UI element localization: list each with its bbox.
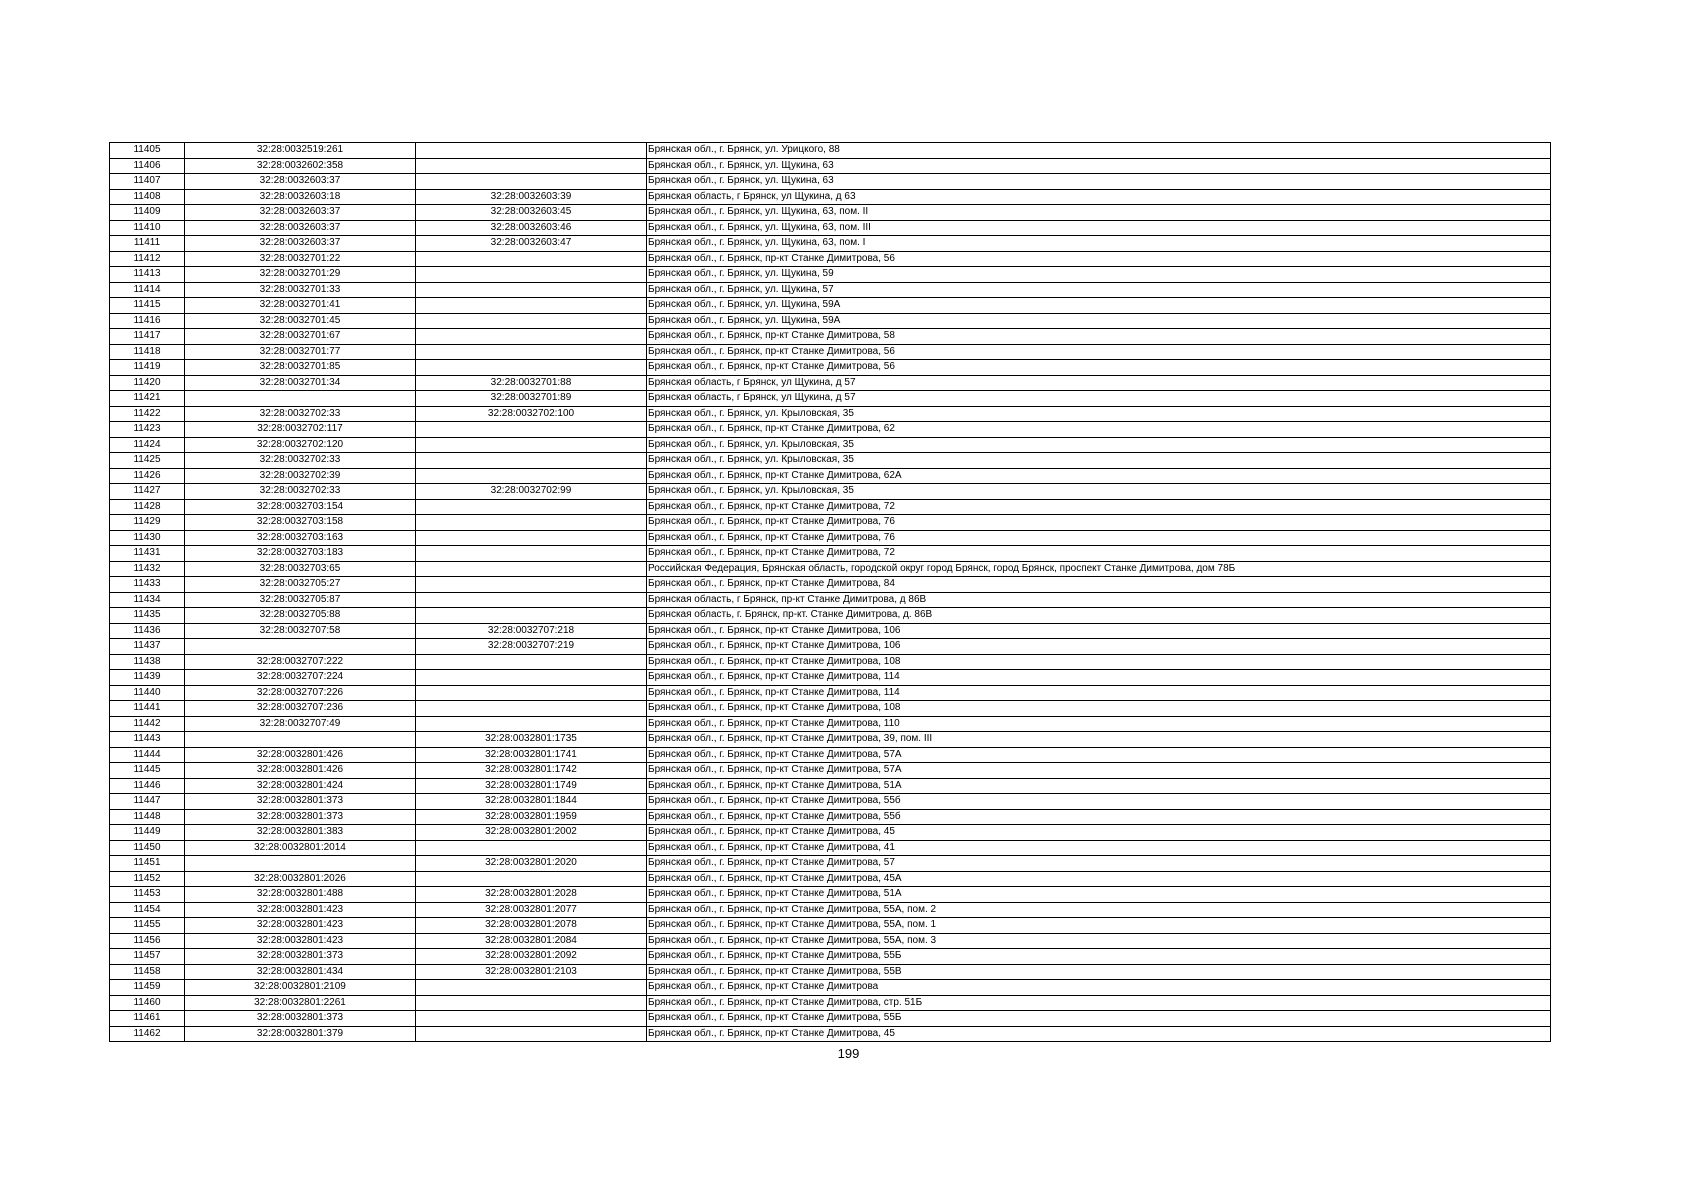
table-row bbox=[110, 189, 1551, 205]
address-cell: Брянская обл., г. Брянск, пр-кт Станке Димитрова, 39, пом. III bbox=[647, 732, 1551, 748]
row-number-cell: 11418 bbox=[110, 344, 185, 360]
cadastral-number-cell: 32:28:0032707:226 bbox=[185, 685, 416, 701]
row-number-cell: 11431 bbox=[110, 546, 185, 562]
address-cell: Брянская обл., г. Брянск, пр-кт Станке Димитрова, 62А bbox=[647, 468, 1551, 484]
linked-cadastral-number-cell bbox=[416, 546, 647, 562]
cadastral-number-cell: 32:28:0032603:37 bbox=[185, 220, 416, 236]
linked-cadastral-number-cell bbox=[416, 453, 647, 469]
table-row bbox=[110, 437, 1551, 453]
table-row bbox=[110, 174, 1551, 190]
linked-cadastral-number-cell: 32:28:0032801:2020 bbox=[416, 856, 647, 872]
cadastral-number-cell: 32:28:0032701:85 bbox=[185, 360, 416, 376]
row-number-cell: 11427 bbox=[110, 484, 185, 500]
address-cell: Брянская обл., г. Брянск, пр-кт Станке Димитрова bbox=[647, 980, 1551, 996]
row-number-cell: 11452 bbox=[110, 871, 185, 887]
linked-cadastral-number-cell: 32:28:0032707:218 bbox=[416, 623, 647, 639]
linked-cadastral-number-cell: 32:28:0032801:2078 bbox=[416, 918, 647, 934]
linked-cadastral-number-cell: 32:28:0032603:45 bbox=[416, 205, 647, 221]
table-row bbox=[110, 267, 1551, 283]
row-number-cell: 11413 bbox=[110, 267, 185, 283]
linked-cadastral-number-cell bbox=[416, 871, 647, 887]
row-number-cell: 11405 bbox=[110, 143, 185, 159]
row-number-cell: 11459 bbox=[110, 980, 185, 996]
address-cell: Брянская обл., г. Брянск, ул. Крыловская, 35 bbox=[647, 453, 1551, 469]
table-row bbox=[110, 546, 1551, 562]
row-number-cell: 11455 bbox=[110, 918, 185, 934]
row-number-cell: 11440 bbox=[110, 685, 185, 701]
table-row bbox=[110, 902, 1551, 918]
address-cell: Брянская обл., г. Брянск, ул. Крыловская, 35 bbox=[647, 484, 1551, 500]
table-row bbox=[110, 763, 1551, 779]
cadastral-number-cell: 32:28:0032801:434 bbox=[185, 964, 416, 980]
table-row bbox=[110, 375, 1551, 391]
linked-cadastral-number-cell: 32:28:0032801:1959 bbox=[416, 809, 647, 825]
cadastral-number-cell: 32:28:0032707:49 bbox=[185, 716, 416, 732]
table-row bbox=[110, 1026, 1551, 1042]
cadastral-number-cell: 32:28:0032702:33 bbox=[185, 406, 416, 422]
address-cell: Брянская обл., г. Брянск, пр-кт Станке Димитрова, 45 bbox=[647, 1026, 1551, 1042]
linked-cadastral-number-cell bbox=[416, 577, 647, 593]
row-number-cell: 11412 bbox=[110, 251, 185, 267]
row-number-cell: 11439 bbox=[110, 670, 185, 686]
table-row bbox=[110, 964, 1551, 980]
cadastral-number-cell: 32:28:0032801:373 bbox=[185, 949, 416, 965]
cadastral-number-cell: 32:28:0032703:158 bbox=[185, 515, 416, 531]
table-row bbox=[110, 949, 1551, 965]
cadastral-number-cell: 32:28:0032701:34 bbox=[185, 375, 416, 391]
linked-cadastral-number-cell bbox=[416, 251, 647, 267]
row-number-cell: 11461 bbox=[110, 1011, 185, 1027]
row-number-cell: 11456 bbox=[110, 933, 185, 949]
cadastral-number-cell: 32:28:0032801:2261 bbox=[185, 995, 416, 1011]
address-cell: Брянская область, г Брянск, ул Щукина, д 57 bbox=[647, 375, 1551, 391]
row-number-cell: 11441 bbox=[110, 701, 185, 717]
table-row bbox=[110, 406, 1551, 422]
address-cell: Брянская обл., г. Брянск, пр-кт Станке Димитрова, 55б bbox=[647, 809, 1551, 825]
row-number-cell: 11445 bbox=[110, 763, 185, 779]
address-cell: Брянская обл., г. Брянск, пр-кт Станке Димитрова, 84 bbox=[647, 577, 1551, 593]
address-cell: Брянская обл., г. Брянск, пр-кт Станке Димитрова, 57 bbox=[647, 856, 1551, 872]
table-row bbox=[110, 282, 1551, 298]
cadastral-number-cell: 32:28:0032703:183 bbox=[185, 546, 416, 562]
row-number-cell: 11443 bbox=[110, 732, 185, 748]
row-number-cell: 11435 bbox=[110, 608, 185, 624]
linked-cadastral-number-cell: 32:28:0032801:2028 bbox=[416, 887, 647, 903]
cadastral-number-cell: 32:28:0032705:27 bbox=[185, 577, 416, 593]
linked-cadastral-number-cell bbox=[416, 499, 647, 515]
address-cell: Брянская обл., г. Брянск, пр-кт Станке Димитрова, 108 bbox=[647, 701, 1551, 717]
linked-cadastral-number-cell bbox=[416, 298, 647, 314]
cadastral-number-cell: 32:28:0032701:67 bbox=[185, 329, 416, 345]
row-number-cell: 11409 bbox=[110, 205, 185, 221]
linked-cadastral-number-cell bbox=[416, 670, 647, 686]
table-row bbox=[110, 747, 1551, 763]
linked-cadastral-number-cell: 32:28:0032801:1844 bbox=[416, 794, 647, 810]
address-cell: Брянская обл., г. Брянск, пр-кт Станке Димитрова, 51А bbox=[647, 778, 1551, 794]
row-number-cell: 11451 bbox=[110, 856, 185, 872]
linked-cadastral-number-cell: 32:28:0032801:1735 bbox=[416, 732, 647, 748]
linked-cadastral-number-cell bbox=[416, 716, 647, 732]
cadastral-number-cell: 32:28:0032602:358 bbox=[185, 158, 416, 174]
linked-cadastral-number-cell bbox=[416, 329, 647, 345]
address-cell: Брянская обл., г. Брянск, ул. Щукина, 63, пом. II bbox=[647, 205, 1551, 221]
address-cell: Брянская обл., г. Брянск, пр-кт Станке Димитрова, 72 bbox=[647, 546, 1551, 562]
linked-cadastral-number-cell bbox=[416, 360, 647, 376]
table-row bbox=[110, 329, 1551, 345]
table-row bbox=[110, 623, 1551, 639]
table-row bbox=[110, 158, 1551, 174]
linked-cadastral-number-cell bbox=[416, 1011, 647, 1027]
linked-cadastral-number-cell bbox=[416, 685, 647, 701]
table-row bbox=[110, 794, 1551, 810]
page-number: 199 bbox=[837, 1046, 860, 1061]
linked-cadastral-number-cell bbox=[416, 143, 647, 159]
row-number-cell: 11437 bbox=[110, 639, 185, 655]
cadastral-number-cell bbox=[185, 391, 416, 407]
address-cell: Брянская обл., г. Брянск, пр-кт Станке Димитрова, 55А, пом. 3 bbox=[647, 933, 1551, 949]
address-cell: Брянская обл., г. Брянск, пр-кт Станке Димитрова, 55А, пом. 2 bbox=[647, 902, 1551, 918]
row-number-cell: 11408 bbox=[110, 189, 185, 205]
row-number-cell: 11449 bbox=[110, 825, 185, 841]
table-row bbox=[110, 654, 1551, 670]
table-row bbox=[110, 592, 1551, 608]
table-row bbox=[110, 887, 1551, 903]
address-cell: Брянская обл., г. Брянск, пр-кт Станке Димитрова, 55В bbox=[647, 964, 1551, 980]
table-row bbox=[110, 639, 1551, 655]
linked-cadastral-number-cell bbox=[416, 1026, 647, 1042]
row-number-cell: 11448 bbox=[110, 809, 185, 825]
address-cell: Брянская обл., г. Брянск, пр-кт Станке Димитрова, 55Б bbox=[647, 949, 1551, 965]
table-row bbox=[110, 918, 1551, 934]
row-number-cell: 11460 bbox=[110, 995, 185, 1011]
row-number-cell: 11426 bbox=[110, 468, 185, 484]
address-cell: Брянская обл., г. Брянск, пр-кт Станке Димитрова, 72 bbox=[647, 499, 1551, 515]
linked-cadastral-number-cell: 32:28:0032801:2002 bbox=[416, 825, 647, 841]
cadastral-number-cell: 32:28:0032707:222 bbox=[185, 654, 416, 670]
linked-cadastral-number-cell: 32:28:0032801:1742 bbox=[416, 763, 647, 779]
table-row bbox=[110, 716, 1551, 732]
cadastral-number-cell: 32:28:0032801:373 bbox=[185, 809, 416, 825]
table-row bbox=[110, 732, 1551, 748]
linked-cadastral-number-cell bbox=[416, 267, 647, 283]
table-row bbox=[110, 360, 1551, 376]
table-row bbox=[110, 344, 1551, 360]
row-number-cell: 11419 bbox=[110, 360, 185, 376]
address-cell: Брянская обл., г. Брянск, пр-кт Станке Димитрова, 56 bbox=[647, 251, 1551, 267]
cadastral-number-cell: 32:28:0032701:29 bbox=[185, 267, 416, 283]
linked-cadastral-number-cell: 32:28:0032707:219 bbox=[416, 639, 647, 655]
table-row bbox=[110, 313, 1551, 329]
row-number-cell: 11414 bbox=[110, 282, 185, 298]
address-cell: Брянская область, г Брянск, ул Щукина, д 63 bbox=[647, 189, 1551, 205]
table-row bbox=[110, 484, 1551, 500]
cadastral-number-cell: 32:28:0032701:77 bbox=[185, 344, 416, 360]
row-number-cell: 11458 bbox=[110, 964, 185, 980]
cadastral-number-cell: 32:28:0032701:45 bbox=[185, 313, 416, 329]
row-number-cell: 11450 bbox=[110, 840, 185, 856]
linked-cadastral-number-cell: 32:28:0032701:89 bbox=[416, 391, 647, 407]
address-cell: Брянская обл., г. Брянск, ул. Щукина, 59А bbox=[647, 298, 1551, 314]
row-number-cell: 11430 bbox=[110, 530, 185, 546]
registry-table-body bbox=[110, 143, 1551, 1042]
row-number-cell: 11407 bbox=[110, 174, 185, 190]
address-cell: Брянская обл., г. Брянск, пр-кт Станке Димитрова, 55Б bbox=[647, 1011, 1551, 1027]
linked-cadastral-number-cell bbox=[416, 158, 647, 174]
table-row bbox=[110, 453, 1551, 469]
cadastral-number-cell: 32:28:0032705:88 bbox=[185, 608, 416, 624]
cadastral-number-cell: 32:28:0032603:37 bbox=[185, 236, 416, 252]
cadastral-number-cell: 32:28:0032702:117 bbox=[185, 422, 416, 438]
linked-cadastral-number-cell: 32:28:0032801:1749 bbox=[416, 778, 647, 794]
table-row bbox=[110, 685, 1551, 701]
row-number-cell: 11415 bbox=[110, 298, 185, 314]
row-number-cell: 11421 bbox=[110, 391, 185, 407]
table-row bbox=[110, 856, 1551, 872]
cadastral-number-cell: 32:28:0032801:379 bbox=[185, 1026, 416, 1042]
linked-cadastral-number-cell: 32:28:0032801:2092 bbox=[416, 949, 647, 965]
address-cell: Брянская обл., г. Брянск, пр-кт Станке Димитрова, 51А bbox=[647, 887, 1551, 903]
table-row bbox=[110, 608, 1551, 624]
table-row bbox=[110, 251, 1551, 267]
table-row bbox=[110, 577, 1551, 593]
table-row bbox=[110, 809, 1551, 825]
address-cell: Брянская обл., г. Брянск, пр-кт Станке Димитрова, 45А bbox=[647, 871, 1551, 887]
address-cell: Брянская обл., г. Брянск, ул. Щукина, 59А bbox=[647, 313, 1551, 329]
registry-table bbox=[109, 142, 1551, 1042]
table-row bbox=[110, 499, 1551, 515]
table-row bbox=[110, 143, 1551, 159]
linked-cadastral-number-cell bbox=[416, 344, 647, 360]
cadastral-number-cell: 32:28:0032801:2014 bbox=[185, 840, 416, 856]
table-row bbox=[110, 825, 1551, 841]
cadastral-number-cell: 32:28:0032801:488 bbox=[185, 887, 416, 903]
row-number-cell: 11425 bbox=[110, 453, 185, 469]
linked-cadastral-number-cell bbox=[416, 437, 647, 453]
cadastral-number-cell: 32:28:0032603:18 bbox=[185, 189, 416, 205]
linked-cadastral-number-cell: 32:28:0032603:46 bbox=[416, 220, 647, 236]
cadastral-number-cell: 32:28:0032701:22 bbox=[185, 251, 416, 267]
address-cell: Брянская обл., г. Брянск, ул. Щукина, 57 bbox=[647, 282, 1551, 298]
linked-cadastral-number-cell bbox=[416, 561, 647, 577]
address-cell: Брянская обл., г. Брянск, пр-кт Станке Димитрова, 114 bbox=[647, 670, 1551, 686]
linked-cadastral-number-cell bbox=[416, 468, 647, 484]
row-number-cell: 11432 bbox=[110, 561, 185, 577]
cadastral-number-cell: 32:28:0032707:224 bbox=[185, 670, 416, 686]
address-cell: Брянская обл., г. Брянск, ул. Щукина, 63 bbox=[647, 158, 1551, 174]
table-row bbox=[110, 205, 1551, 221]
cadastral-number-cell: 32:28:0032801:424 bbox=[185, 778, 416, 794]
linked-cadastral-number-cell bbox=[416, 980, 647, 996]
cadastral-number-cell: 32:28:0032702:33 bbox=[185, 484, 416, 500]
address-cell: Брянская обл., г. Брянск, пр-кт Станке Димитрова, 76 bbox=[647, 530, 1551, 546]
cadastral-number-cell bbox=[185, 732, 416, 748]
cadastral-number-cell: 32:28:0032703:154 bbox=[185, 499, 416, 515]
cadastral-number-cell: 32:28:0032801:2109 bbox=[185, 980, 416, 996]
row-number-cell: 11411 bbox=[110, 236, 185, 252]
row-number-cell: 11429 bbox=[110, 515, 185, 531]
cadastral-number-cell: 32:28:0032701:33 bbox=[185, 282, 416, 298]
linked-cadastral-number-cell bbox=[416, 608, 647, 624]
table-row bbox=[110, 995, 1551, 1011]
row-number-cell: 11442 bbox=[110, 716, 185, 732]
table-row bbox=[110, 530, 1551, 546]
table-row bbox=[110, 236, 1551, 252]
linked-cadastral-number-cell bbox=[416, 840, 647, 856]
address-cell: Брянская обл., г. Брянск, пр-кт Станке Димитрова, 56 bbox=[647, 344, 1551, 360]
cadastral-number-cell: 32:28:0032703:65 bbox=[185, 561, 416, 577]
row-number-cell: 11457 bbox=[110, 949, 185, 965]
address-cell: Брянская обл., г. Брянск, пр-кт Станке Димитрова, 58 bbox=[647, 329, 1551, 345]
address-cell: Брянская обл., г. Брянск, пр-кт Станке Димитрова, 57А bbox=[647, 747, 1551, 763]
cadastral-number-cell: 32:28:0032702:120 bbox=[185, 437, 416, 453]
cadastral-number-cell: 32:28:0032801:423 bbox=[185, 933, 416, 949]
row-number-cell: 11416 bbox=[110, 313, 185, 329]
cadastral-number-cell: 32:28:0032801:373 bbox=[185, 1011, 416, 1027]
row-number-cell: 11447 bbox=[110, 794, 185, 810]
linked-cadastral-number-cell: 32:28:0032702:100 bbox=[416, 406, 647, 422]
table-row bbox=[110, 561, 1551, 577]
linked-cadastral-number-cell bbox=[416, 530, 647, 546]
address-cell: Брянская обл., г. Брянск, пр-кт Станке Димитрова, 55б bbox=[647, 794, 1551, 810]
table-row bbox=[110, 871, 1551, 887]
row-number-cell: 11453 bbox=[110, 887, 185, 903]
table-row bbox=[110, 840, 1551, 856]
table-row bbox=[110, 778, 1551, 794]
table-row bbox=[110, 468, 1551, 484]
address-cell: Брянская обл., г. Брянск, ул. Щукина, 59 bbox=[647, 267, 1551, 283]
address-cell: Брянская обл., г. Брянск, пр-кт Станке Димитрова, 110 bbox=[647, 716, 1551, 732]
linked-cadastral-number-cell: 32:28:0032801:2077 bbox=[416, 902, 647, 918]
linked-cadastral-number-cell: 32:28:0032603:39 bbox=[416, 189, 647, 205]
address-cell: Брянская обл., г. Брянск, пр-кт Станке Димитрова, 76 bbox=[647, 515, 1551, 531]
cadastral-number-cell: 32:28:0032801:2026 bbox=[185, 871, 416, 887]
cadastral-number-cell: 32:28:0032801:426 bbox=[185, 763, 416, 779]
table-row bbox=[110, 1011, 1551, 1027]
address-cell: Брянская область, г Брянск, пр-кт Станке Димитрова, д 86В bbox=[647, 592, 1551, 608]
linked-cadastral-number-cell bbox=[416, 701, 647, 717]
table-row bbox=[110, 670, 1551, 686]
row-number-cell: 11454 bbox=[110, 902, 185, 918]
linked-cadastral-number-cell: 32:28:0032801:2103 bbox=[416, 964, 647, 980]
table-row bbox=[110, 515, 1551, 531]
cadastral-number-cell bbox=[185, 856, 416, 872]
row-number-cell: 11410 bbox=[110, 220, 185, 236]
row-number-cell: 11436 bbox=[110, 623, 185, 639]
address-cell: Брянская обл., г. Брянск, пр-кт Станке Димитрова, 62 bbox=[647, 422, 1551, 438]
address-cell: Брянская область, г. Брянск, пр-кт. Станке Димитрова, д. 86В bbox=[647, 608, 1551, 624]
row-number-cell: 11444 bbox=[110, 747, 185, 763]
cadastral-number-cell: 32:28:0032801:383 bbox=[185, 825, 416, 841]
address-cell: Брянская обл., г. Брянск, ул. Крыловская, 35 bbox=[647, 406, 1551, 422]
address-cell: Брянская обл., г. Брянск, пр-кт Станке Димитрова, 41 bbox=[647, 840, 1551, 856]
cadastral-number-cell bbox=[185, 639, 416, 655]
cadastral-number-cell: 32:28:0032603:37 bbox=[185, 174, 416, 190]
cadastral-number-cell: 32:28:0032707:58 bbox=[185, 623, 416, 639]
table-row bbox=[110, 933, 1551, 949]
table-row bbox=[110, 298, 1551, 314]
cadastral-number-cell: 32:28:0032702:33 bbox=[185, 453, 416, 469]
linked-cadastral-number-cell bbox=[416, 174, 647, 190]
address-cell: Брянская обл., г. Брянск, ул. Урицкого, 88 bbox=[647, 143, 1551, 159]
linked-cadastral-number-cell: 32:28:0032701:88 bbox=[416, 375, 647, 391]
row-number-cell: 11420 bbox=[110, 375, 185, 391]
row-number-cell: 11423 bbox=[110, 422, 185, 438]
address-cell: Брянская обл., г. Брянск, пр-кт Станке Димитрова, 114 bbox=[647, 685, 1551, 701]
cadastral-number-cell: 32:28:0032519:261 bbox=[185, 143, 416, 159]
address-cell: Брянская обл., г. Брянск, пр-кт Станке Димитрова, 56 bbox=[647, 360, 1551, 376]
table-row bbox=[110, 980, 1551, 996]
cadastral-number-cell: 32:28:0032707:236 bbox=[185, 701, 416, 717]
linked-cadastral-number-cell bbox=[416, 313, 647, 329]
cadastral-number-cell: 32:28:0032701:41 bbox=[185, 298, 416, 314]
linked-cadastral-number-cell: 32:28:0032702:99 bbox=[416, 484, 647, 500]
address-cell: Брянская обл., г. Брянск, пр-кт Станке Димитрова, 57А bbox=[647, 763, 1551, 779]
row-number-cell: 11462 bbox=[110, 1026, 185, 1042]
address-cell: Брянская обл., г. Брянск, ул. Крыловская, 35 bbox=[647, 437, 1551, 453]
address-cell: Брянская обл., г. Брянск, пр-кт Станке Димитрова, 108 bbox=[647, 654, 1551, 670]
cadastral-number-cell: 32:28:0032801:426 bbox=[185, 747, 416, 763]
row-number-cell: 11438 bbox=[110, 654, 185, 670]
cadastral-number-cell: 32:28:0032705:87 bbox=[185, 592, 416, 608]
address-cell: Брянская обл., г. Брянск, ул. Щукина, 63 bbox=[647, 174, 1551, 190]
table-row bbox=[110, 422, 1551, 438]
address-cell: Брянская обл., г. Брянск, ул. Щукина, 63, пом. III bbox=[647, 220, 1551, 236]
row-number-cell: 11424 bbox=[110, 437, 185, 453]
cadastral-number-cell: 32:28:0032603:37 bbox=[185, 205, 416, 221]
row-number-cell: 11406 bbox=[110, 158, 185, 174]
address-cell: Брянская обл., г. Брянск, пр-кт Станке Димитрова, 55А, пом. 1 bbox=[647, 918, 1551, 934]
linked-cadastral-number-cell: 32:28:0032603:47 bbox=[416, 236, 647, 252]
cadastral-number-cell: 32:28:0032702:39 bbox=[185, 468, 416, 484]
row-number-cell: 11417 bbox=[110, 329, 185, 345]
row-number-cell: 11422 bbox=[110, 406, 185, 422]
linked-cadastral-number-cell bbox=[416, 592, 647, 608]
cadastral-number-cell: 32:28:0032801:423 bbox=[185, 902, 416, 918]
linked-cadastral-number-cell: 32:28:0032801:2084 bbox=[416, 933, 647, 949]
linked-cadastral-number-cell bbox=[416, 995, 647, 1011]
table-row bbox=[110, 220, 1551, 236]
row-number-cell: 11428 bbox=[110, 499, 185, 515]
address-cell: Брянская обл., г. Брянск, ул. Щукина, 63, пом. I bbox=[647, 236, 1551, 252]
address-cell: Брянская обл., г. Брянск, пр-кт Станке Димитрова, 45 bbox=[647, 825, 1551, 841]
table-row bbox=[110, 701, 1551, 717]
row-number-cell: 11446 bbox=[110, 778, 185, 794]
address-cell: Брянская область, г Брянск, ул Щукина, д 57 bbox=[647, 391, 1551, 407]
linked-cadastral-number-cell: 32:28:0032801:1741 bbox=[416, 747, 647, 763]
linked-cadastral-number-cell bbox=[416, 515, 647, 531]
row-number-cell: 11433 bbox=[110, 577, 185, 593]
address-cell: Брянская обл., г. Брянск, пр-кт Станке Димитрова, стр. 51Б bbox=[647, 995, 1551, 1011]
address-cell: Брянская обл., г. Брянск, пр-кт Станке Димитрова, 106 bbox=[647, 623, 1551, 639]
linked-cadastral-number-cell bbox=[416, 422, 647, 438]
cadastral-number-cell: 32:28:0032703:163 bbox=[185, 530, 416, 546]
linked-cadastral-number-cell bbox=[416, 654, 647, 670]
address-cell: Брянская обл., г. Брянск, пр-кт Станке Димитрова, 106 bbox=[647, 639, 1551, 655]
linked-cadastral-number-cell bbox=[416, 282, 647, 298]
address-cell: Российская Федерация, Брянская область, городской округ город Брянск, город Брянск, проспект Станке Димитрова, дом 78Б bbox=[647, 561, 1551, 577]
cadastral-number-cell: 32:28:0032801:373 bbox=[185, 794, 416, 810]
row-number-cell: 11434 bbox=[110, 592, 185, 608]
table-row bbox=[110, 391, 1551, 407]
cadastral-number-cell: 32:28:0032801:423 bbox=[185, 918, 416, 934]
